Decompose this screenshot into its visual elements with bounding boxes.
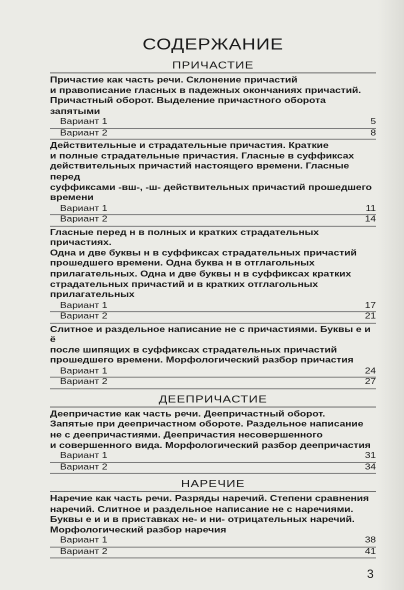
toc-entry-row[interactable]: [50, 463, 376, 474]
variant-label: Вариант 2: [60, 312, 108, 322]
topic-line: не с деепричастиями. Деепричастия несовершенного: [50, 430, 323, 440]
page-edge-shadow: [378, 0, 404, 590]
toc-entry-row[interactable]: [50, 118, 376, 129]
topic-line: прилагательных: [50, 290, 135, 300]
topic-line: Слитное и раздельное написание не с причастиями. Буквы е и ё: [50, 324, 371, 345]
topic-line: времени: [50, 193, 94, 203]
topic-title: [50, 410, 376, 452]
variant-page-number: 5: [370, 117, 376, 127]
topic-line: прошедшего времени. Морфологический разбор причастия: [50, 356, 354, 366]
page-number: 3: [367, 567, 374, 581]
variant-label: Вариант 1: [60, 536, 108, 546]
topic-line: прошедшего времени. Одна буква н в отглагольных: [50, 259, 315, 269]
topic-line: страдательных причастий и в кратких отглагольных: [50, 280, 319, 290]
page-title: СОДЕРЖАНИЕ: [142, 36, 284, 54]
toc-entry-row[interactable]: [50, 378, 376, 389]
toc-section: [50, 393, 376, 474]
variant-label: Вариант 2: [60, 377, 108, 387]
topic-line: Одна и две буквы н в суффиксах страдательных причастий: [50, 248, 357, 258]
toc-entry-row[interactable]: [50, 451, 376, 462]
toc-entry-row[interactable]: [50, 536, 376, 547]
variant-page-number: 41: [364, 547, 376, 557]
sections-container: [50, 59, 376, 558]
variant-label: Вариант 2: [60, 462, 108, 472]
topic-title: [50, 76, 376, 118]
section-heading: НАРЕЧИЕ: [50, 478, 376, 492]
toc-entry-row[interactable]: [50, 547, 376, 558]
topic-line: суффиксами -вш-, -ш- действительных причастий прошедшего: [50, 183, 372, 193]
variant-label: Вариант 2: [60, 215, 108, 225]
variant-label: Вариант 1: [60, 301, 108, 311]
variant-label: Вариант 1: [60, 204, 108, 214]
variant-page-number: 11: [365, 204, 376, 214]
toc-entry-row[interactable]: [50, 312, 376, 323]
topic-title: [50, 228, 376, 301]
variant-page-number: 17: [364, 301, 376, 311]
topic-line: Наречие как часть речи. Разряды наречий. Степени сравнения: [50, 494, 369, 504]
variant-page-number: 21: [364, 312, 376, 322]
topic-line: Причастный оборот. Выделение причастного оборота запятыми: [50, 96, 326, 117]
section-heading: ДЕЕПРИЧАСТИЕ: [50, 393, 376, 407]
topic-line: Деепричастие как часть речи. Деепричастный оборот.: [50, 409, 326, 419]
toc-entry-row[interactable]: [50, 367, 376, 378]
toc-section: [50, 59, 376, 389]
topic-line: Морфологический разбор наречия: [50, 525, 227, 535]
topic-title: [50, 494, 376, 536]
variant-label: Вариант 1: [60, 117, 108, 127]
topic-title: [50, 325, 376, 367]
topic-line: прилагательных. Одна и две буквы н в суффиксах кратких: [50, 269, 352, 279]
variant-label: Вариант 1: [60, 366, 108, 376]
toc-entry-row[interactable]: [50, 215, 376, 226]
topic-line: Причастие как часть речи. Склонение причастий: [50, 75, 298, 85]
topic-line: Запятые при деепричастном обороте. Раздельное написание: [50, 420, 364, 430]
section-heading: ПРИЧАСТИЕ: [50, 59, 376, 73]
toc-entry-row[interactable]: [50, 301, 376, 312]
topic-line: Гласные перед н в полных и кратких страдательных причастиях.: [50, 227, 319, 248]
variant-page-number: 38: [364, 536, 376, 546]
variant-label: Вариант 2: [60, 128, 108, 138]
topic-line: и совершенного вида. Морфологический разбор деепричастия: [50, 441, 371, 451]
variant-page-number: 14: [364, 215, 376, 225]
toc-section: [50, 478, 376, 559]
variant-page-number: 8: [370, 128, 376, 138]
topic-line: и правописание гласных в падежных окончаниях причастий.: [50, 86, 362, 96]
topic-line: Буквы е и и в приставках не- и ни- отрицательных наречий.: [50, 515, 355, 525]
topic-line: после шипящих в суффиксах страдательных причастий: [50, 345, 338, 355]
topic-line: и полные страдательные причастия. Гласные в суффиксах: [50, 151, 355, 162]
topic-title: [50, 141, 376, 204]
variant-label: Вариант 1: [60, 451, 108, 461]
table-of-contents: [50, 36, 376, 560]
variant-page-number: 34: [364, 462, 376, 472]
toc-entry-row[interactable]: [50, 204, 376, 215]
variant-label: Вариант 2: [60, 547, 108, 557]
topic-line: наречий. Слитное и раздельное написание не с наречиями.: [50, 504, 354, 514]
variant-page-number: 24: [364, 366, 376, 376]
variant-page-number: 31: [364, 451, 376, 461]
topic-line: действительных причастий настоящего времени. Гласные перед: [50, 162, 350, 182]
topic-line: Действительные и страдательные причастия. Краткие: [50, 141, 329, 151]
variant-page-number: 27: [364, 377, 376, 387]
toc-entry-row[interactable]: [50, 129, 376, 140]
